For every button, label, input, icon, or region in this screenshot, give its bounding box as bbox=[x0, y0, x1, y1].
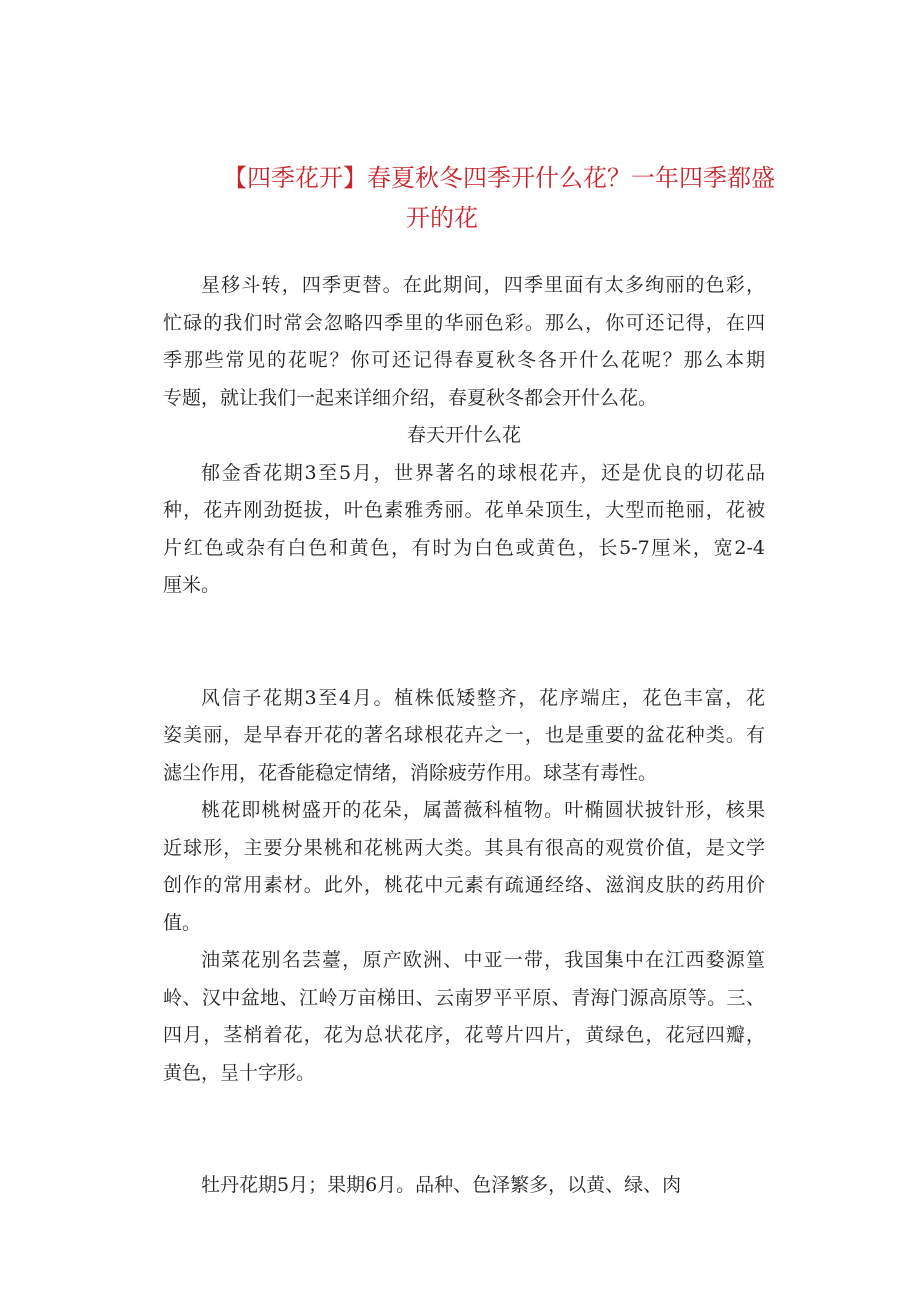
paragraph-line: 油菜花别名芸薹，原产欧洲、中亚一带，我国集中在江西婺源篁 bbox=[201, 949, 765, 971]
document-title-line-1: 【四季花开】春夏秋冬四季开什么花？一年四季都盛 bbox=[223, 164, 775, 192]
paragraph-line: 专题，就让我们一起来详细介绍，春夏秋冬都会开什么花。 bbox=[163, 386, 658, 409]
paragraph-line: 厘米。 bbox=[163, 574, 221, 596]
paragraph-line: 姿美丽，是早春开花的著名球根花卉之一，也是重要的盆花种类。有 bbox=[163, 724, 765, 746]
paragraph-line: 牡丹花期5月；果期6月。品种、色泽繁多，以黄、绿、肉 bbox=[201, 1174, 682, 1196]
document-title-line-2: 开的花 bbox=[406, 204, 478, 232]
paragraph-line: 四月，茎梢着花，花为总状花序，花萼片四片，黄绿色，花冠四瓣， bbox=[163, 1024, 765, 1046]
paragraph-line: 滤尘作用，花香能稳定情绪，消除疲劳作用。球茎有毒性。 bbox=[163, 761, 658, 784]
paragraph-line: 创作的常用素材。此外，桃花中元素有疏通经络、滋润皮肤的药用价 bbox=[163, 874, 765, 896]
paragraph-line: 岭、汉中盆地、江岭万亩梯田、云南罗平平原、青海门源高原等。三、 bbox=[163, 986, 765, 1009]
paragraph-line: 风信子花期3至4月。植株低矮整齐，花序端庄，花色丰富，花 bbox=[201, 686, 765, 709]
paragraph-line: 黄色，呈十字形。 bbox=[163, 1061, 316, 1084]
section-heading: 春天开什么花 bbox=[406, 424, 521, 446]
paragraph-line: 种，花卉刚劲挺拔，叶色素雅秀丽。花单朵顶生，大型而艳丽，花被 bbox=[163, 499, 765, 521]
paragraph-line: 忙碌的我们时常会忽略四季里的华丽色彩。那么，你可还记得，在四 bbox=[163, 311, 765, 334]
paragraph-line: 值。 bbox=[163, 911, 202, 934]
paragraph-line: 桃花即桃树盛开的花朵，属蔷薇科植物。叶椭圆状披针形，核果 bbox=[201, 799, 765, 821]
paragraph-line: 片红色或杂有白色和黄色，有时为白色或黄色，长5-7厘米，宽2-4 bbox=[163, 536, 765, 559]
paragraph-line: 郁金香花期3至5月，世界著名的球根花卉，还是优良的切花品 bbox=[201, 461, 765, 484]
paragraph-line: 季那些常见的花呢？你可还记得春夏秋冬各开什么花呢？那么本期 bbox=[163, 349, 765, 371]
paragraph-line: 近球形，主要分果桃和花桃两大类。其具有很高的观赏价值，是文学 bbox=[163, 836, 765, 859]
paragraph-line: 星移斗转，四季更替。在此期间，四季里面有太多绚丽的色彩， bbox=[201, 274, 765, 296]
